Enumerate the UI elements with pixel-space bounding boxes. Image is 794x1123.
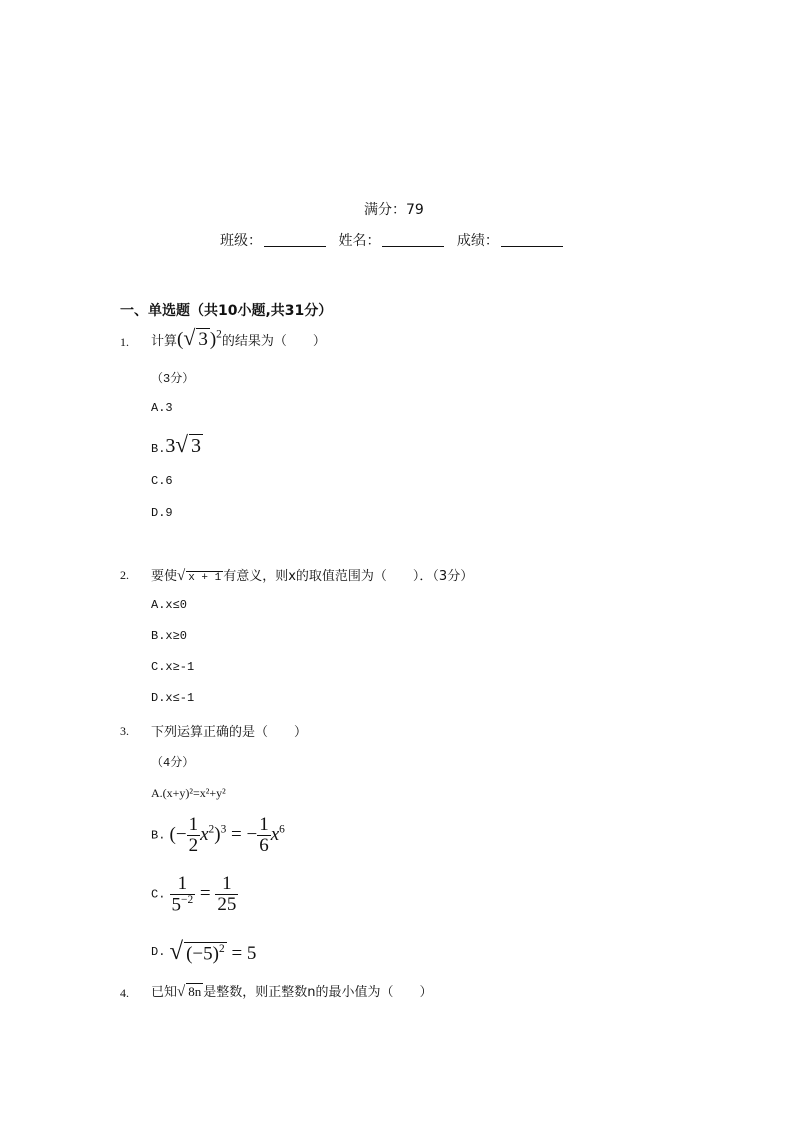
q4-stem: [151, 981, 432, 1001]
q1-option-b-math: 3√ 3: [165, 432, 202, 457]
q2-option-d: D.x≤-1: [151, 691, 195, 705]
q1-option-c: C.6: [151, 474, 173, 488]
q2-radicand: x + 1: [188, 572, 222, 584]
q2-option-c: C.x≥-1: [151, 660, 195, 674]
q3-option-a: A.(x+y)²=x²+y²: [151, 786, 226, 800]
full-score: 满分：79: [364, 202, 424, 218]
score-label: 成绩：: [456, 233, 499, 249]
q1-option-b: [151, 432, 203, 458]
q2-sqrt-sign: √: [177, 568, 186, 584]
q3-option-b: [151, 815, 285, 856]
q1-option-b-radicand: 3: [191, 435, 202, 457]
q3-option-d-label: D.: [151, 945, 166, 959]
q3-option-b-label: B.: [151, 828, 166, 843]
q3-option-d-eq: = 5: [231, 943, 257, 964]
q3-stem: 下列运算正确的是（ ）: [151, 725, 308, 740]
q1-stem: [151, 326, 326, 351]
class-blank: [264, 232, 326, 247]
name-blank: [382, 232, 444, 247]
q3-c-frac-left: $\frac{1}{5^{-2}}$: [171, 873, 194, 916]
q4-number: 4.: [120, 986, 129, 1000]
q1-option-b-coef: 3: [165, 435, 176, 457]
q1-suffix: 的结果为（ ）: [221, 334, 326, 349]
q1-number: 1.: [120, 335, 129, 349]
q3-b-frac-left: $\frac{1}{2}$: [188, 814, 199, 856]
q3-option-d-math: √ $(-5)^2 = 5$: [169, 938, 257, 965]
section-title: 一、单选题（共10小题,共31分）: [120, 303, 333, 319]
name-label: 姓名：: [338, 233, 381, 249]
q2-number: 2.: [120, 568, 129, 582]
q2-stem: [151, 565, 473, 585]
q4-sqrt-sign: √: [177, 984, 186, 1000]
q2-prefix: 要使: [151, 569, 178, 584]
q2-suffix: 有意义，则x的取值范围为（ ）．（3分）: [223, 569, 474, 584]
q3-option-b-math: (− $\frac{1}{2}$ $x^2)^3$ = − $\frac{1}{6}$ $x^6$: [169, 814, 285, 856]
q3-b-frac-right: $\frac{1}{6}$: [259, 814, 269, 856]
student-info-line: [220, 230, 571, 250]
q3-c-frac-right: $\frac{1}{25}$: [217, 873, 237, 916]
score-blank: [501, 232, 563, 247]
q1-prefix: 计算: [151, 334, 178, 349]
q1-points: （3分）: [151, 372, 195, 386]
q4-suffix: 是整数，则正整数n的最小值为（ ）: [203, 985, 433, 1000]
q1-math-exponent: 2: [216, 328, 222, 341]
class-label: 班级：: [220, 233, 262, 249]
q3-points: （4分）: [151, 756, 195, 770]
q1-option-d: D.9: [151, 506, 173, 520]
q4-prefix: 已知: [151, 985, 178, 1000]
q2-option-b: B.x≥0: [151, 629, 188, 643]
q1-math: (√ 3 )$^2$: [177, 326, 222, 350]
q3-number: 3.: [120, 724, 129, 738]
q3-option-c-math: $\frac{1}{5^{-2}}$ = $\frac{1}{25}$: [171, 873, 237, 916]
q3-option-c: [151, 874, 238, 915]
q2-option-a: A.x≤0: [151, 598, 188, 612]
q3-option-c-label: C.: [151, 887, 166, 902]
q1-math-radicand: 3: [198, 329, 208, 350]
q4-radicand: 8n: [188, 984, 202, 999]
q1-option-b-label: B.: [151, 442, 166, 456]
q3-option-d: [151, 938, 256, 966]
q1-option-a: A.3: [151, 401, 173, 415]
